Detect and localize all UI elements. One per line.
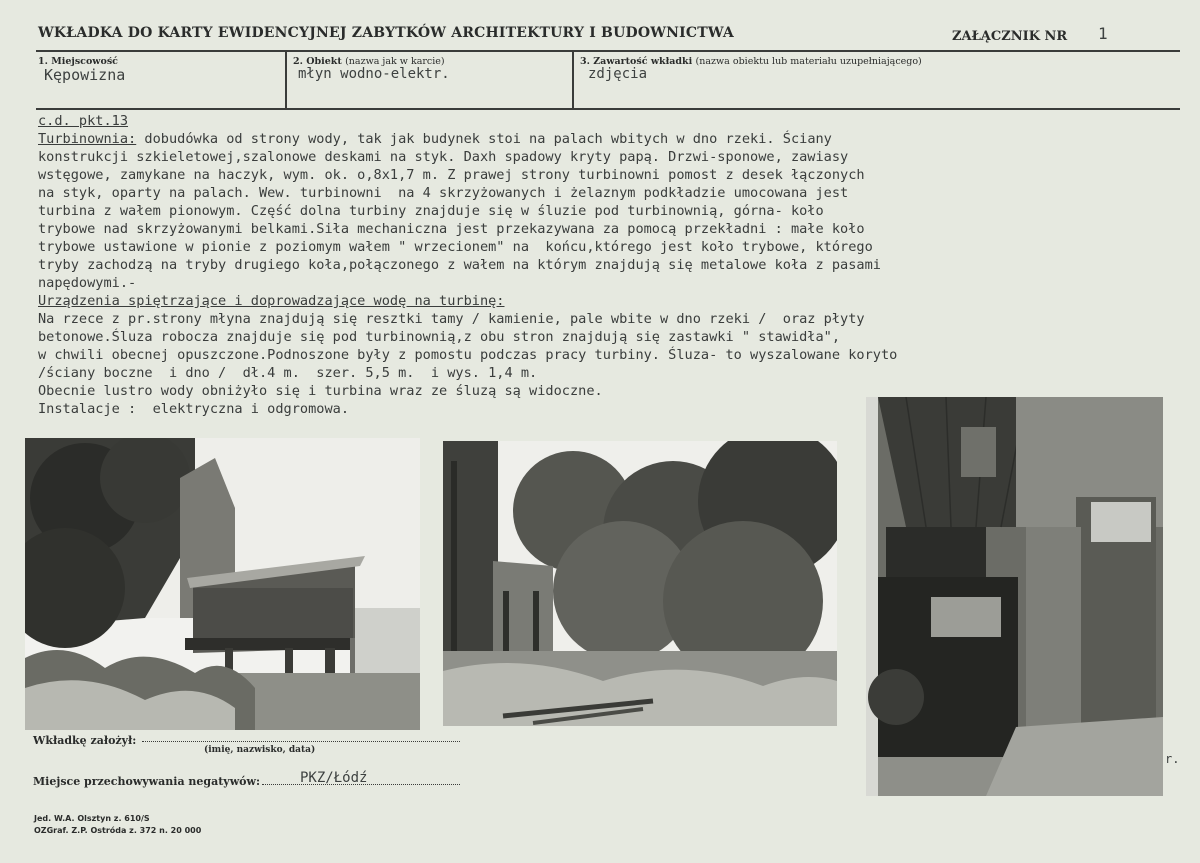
text-line: tryby zachodzą na tryby drugiego koła,połączonego z wałem na którym znajdują się metalowe koła z pasami [38, 257, 881, 273]
text-line: w chwili obecnej opuszczone.Podnoszone były z pomostu podczas pracy turbiny. Śluza- to wyszalowane koryto [38, 347, 898, 363]
print-info-2: OZGraf. Z.P. Ostróda z. 372 n. 20 000 [34, 826, 202, 835]
place-label: 1. Miejscowość [38, 56, 118, 67]
overgrown-site-image [443, 441, 837, 726]
made-by-line [142, 741, 460, 742]
description-text [38, 112, 1158, 418]
place-value: Kępowizna [44, 66, 126, 84]
card-title: WKŁADKA DO KARTY EWIDENCYJNEJ ZABYTKÓW ARCHITEKTURY I BUDOWNICTWA [38, 25, 734, 41]
margin-mark: r. [1165, 752, 1180, 766]
object-label-text: 2. Obiekt [293, 56, 342, 67]
text-line: Na rzece z pr.strony młyna znajdują się resztki tamy / kamienie, pale wbite w dno rzeki / oraz płyty [38, 311, 865, 327]
text-line: wstęgowe, zamykane na haczyk, wym. ok. o,8x1,7 m. Z prawej strony turbinowni pomost z desek łączonych [38, 167, 865, 183]
field-divider-2 [572, 50, 574, 108]
content-value: zdjęcia [588, 66, 648, 82]
continuation-note: c.d. pkt.13 [38, 113, 129, 129]
object-value: młyn wodno-elektr. [298, 66, 450, 82]
annex-number: 1 [1098, 24, 1108, 43]
made-by-note: (imię, nazwisko, data) [204, 745, 316, 755]
content-label-note: (nazwa obiektu lub materiału uzupełniającego) [695, 56, 922, 67]
text-line: betonowe.Śluza robocza znajduje się pod turbinownią,z obu stron znajdują się zastawki " stawidła", [38, 329, 841, 345]
turbine-heading: Turbinownia: [38, 131, 137, 147]
text-line: napędowymi.- [38, 275, 137, 291]
fields-bottom-rule [36, 108, 1180, 110]
object-label-note: (nazwa jak w karcie) [345, 56, 445, 67]
header-rule [36, 50, 1180, 52]
text-line: Obecnie lustro wody obniżyło się i turbina wraz ze śluzą są widoczne. [38, 383, 603, 399]
text-line: na styk, oparty na palach. Wew. turbinowni na 4 skrzyżowanych i żelaznym podkładzie umocowana jest [38, 185, 849, 201]
print-info-1: Jed. W.A. Olsztyn z. 610/S [34, 814, 150, 823]
devices-heading: Urządzenia spiętrzające i doprowadzające wodę na turbinę: [38, 293, 505, 309]
storage-value: PKZ/Łódź [300, 770, 368, 786]
photo-turbine-interior [866, 397, 1163, 796]
field-divider-1 [285, 50, 287, 108]
photo-overgrown-site [443, 441, 837, 726]
installations-line: Instalacje : elektryczna i odgromowa. [38, 401, 349, 417]
text-line: trybowe ustawione w pionie z poziomym wałem " wrzecionem" na końcu,którego jest koło trybowe, którego [38, 239, 873, 255]
turbine-interior-image [866, 397, 1163, 796]
text-line: /ściany boczne i dno / dł.4 m. szer. 5,5 m. i wys. 1,4 m. [38, 365, 538, 381]
content-label-text: 3. Zawartość wkładki [580, 56, 693, 67]
text-line: turbina z wałem pionowym. Część dolna turbiny znajduje się w śluzie pod turbinownią, górna- koło [38, 203, 824, 219]
photo-mill-exterior [25, 438, 420, 730]
made-by-label: Wkładkę założył: [33, 734, 137, 747]
storage-label: Miejsce przechowywania negatywów: [33, 775, 261, 788]
text-line: konstrukcji szkieletowej,szalonowe deskami na styk. Daxh spadowy kryty papą. Drzwi-sponowe, zawiasy [38, 149, 849, 165]
annex-label: ZAŁĄCZNIK NR [952, 29, 1068, 44]
mill-exterior-image [25, 438, 420, 730]
text-line: dobudówka od strony wody, tak jak budynek stoi na palach wbitych w dno rzeki. Ściany [136, 131, 832, 147]
text-line: trybowe nad skrzyżowanymi belkami.Siła mechaniczna jest przekazywana za pomocą przekładni : małe koło [38, 221, 865, 237]
